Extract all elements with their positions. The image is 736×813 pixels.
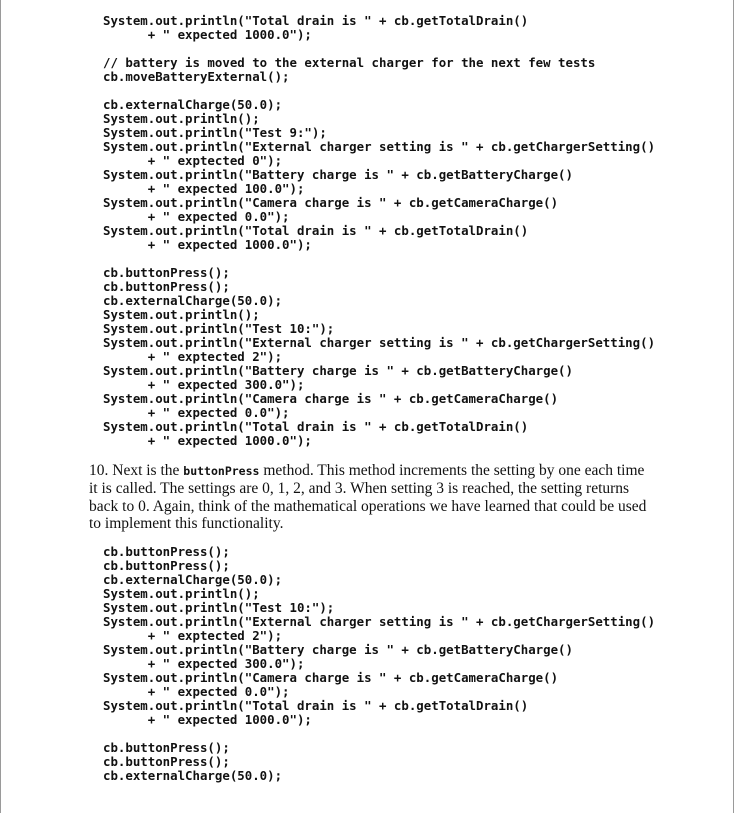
code-line: System.out.println("Battery charge is " + cb.getBatteryCharge() xyxy=(103,167,573,182)
code-line: System.out.println("Battery charge is " + cb.getBatteryCharge() xyxy=(103,363,573,378)
code-line: cb.buttonPress(); xyxy=(103,740,230,755)
code-line: System.out.println("External charger setting is " + cb.getChargerSetting() xyxy=(103,614,656,629)
code-line: cb.externalCharge(50.0); xyxy=(103,97,283,112)
code-line: System.out.println("Camera charge is " + cb.getCameraCharge() xyxy=(103,391,559,406)
code-line: System.out.println("Total drain is " + cb.getTotalDrain() xyxy=(103,419,529,434)
code-line: cb.buttonPress(); xyxy=(103,279,230,294)
code-line: + " expected 0.0"); xyxy=(103,684,290,699)
code-line: // battery is moved to the external charger for the next few tests xyxy=(103,55,596,70)
code-line: cb.buttonPress(); xyxy=(103,544,230,559)
code-line xyxy=(103,727,655,741)
code-line: cb.externalCharge(50.0); xyxy=(103,572,283,587)
code-line: cb.buttonPress(); xyxy=(103,265,230,280)
paragraph-text-before: 10. Next is the xyxy=(89,462,184,479)
code-line: System.out.println(); xyxy=(103,586,260,601)
code-line: + " exptected 0"); xyxy=(103,153,283,168)
code-line: System.out.println("Total drain is " + cb.getTotalDrain() xyxy=(103,698,529,713)
code-line: System.out.println("Test 10:"); xyxy=(103,600,335,615)
code-line: System.out.println("Test 10:"); xyxy=(103,321,335,336)
instruction-paragraph xyxy=(89,462,649,532)
code-block-test-10-repeat xyxy=(103,545,655,783)
code-line: + " exptected 2"); xyxy=(103,349,283,364)
code-line: cb.buttonPress(); xyxy=(103,754,230,769)
code-line: + " expected 1000.0"); xyxy=(103,712,312,727)
code-line: System.out.println(); xyxy=(103,307,260,322)
code-line: + " expected 300.0"); xyxy=(103,656,305,671)
code-line: + " expected 300.0"); xyxy=(103,377,305,392)
code-line: + " expected 1000.0"); xyxy=(103,433,312,448)
code-line: System.out.println("Test 9:"); xyxy=(103,125,327,140)
code-line: cb.moveBatteryExternal(); xyxy=(103,69,290,84)
code-line: System.out.println("External charger setting is " + cb.getChargerSetting() xyxy=(103,335,656,350)
code-line: + " expected 1000.0"); xyxy=(103,237,312,252)
code-line xyxy=(103,252,655,266)
code-line: System.out.println("Battery charge is " + cb.getBatteryCharge() xyxy=(103,642,573,657)
code-line: + " expected 0.0"); xyxy=(103,209,290,224)
code-line: System.out.println(); xyxy=(103,111,260,126)
code-line: System.out.println("Camera charge is " + cb.getCameraCharge() xyxy=(103,670,559,685)
code-line: System.out.println("Total drain is " + cb.getTotalDrain() xyxy=(103,13,529,28)
code-line: + " exptected 2"); xyxy=(103,628,283,643)
paragraph-text-after: method. This method increments the setting by one each time it is called. The settings are 0, 1, 2, and 3. When setting 3 is reached, the setting returns back to 0. Again, think of the mathematical operations we have learned that could be used to implement this functionality. xyxy=(89,462,647,532)
code-line: cb.externalCharge(50.0); xyxy=(103,293,283,308)
code-line: cb.buttonPress(); xyxy=(103,558,230,573)
code-line: + " expected 1000.0"); xyxy=(103,27,312,42)
code-line xyxy=(103,42,655,56)
method-name-code: buttonPress xyxy=(183,464,260,478)
code-line: System.out.println("Total drain is " + cb.getTotalDrain() xyxy=(103,223,529,238)
code-line: + " expected 0.0"); xyxy=(103,405,290,420)
code-line xyxy=(103,84,655,98)
code-line: cb.externalCharge(50.0); xyxy=(103,768,283,783)
code-line: + " expected 100.0"); xyxy=(103,181,305,196)
code-line: System.out.println("External charger setting is " + cb.getChargerSetting() xyxy=(103,139,656,154)
code-line: System.out.println("Camera charge is " + cb.getCameraCharge() xyxy=(103,195,559,210)
code-block-tests-9-10 xyxy=(103,14,655,448)
